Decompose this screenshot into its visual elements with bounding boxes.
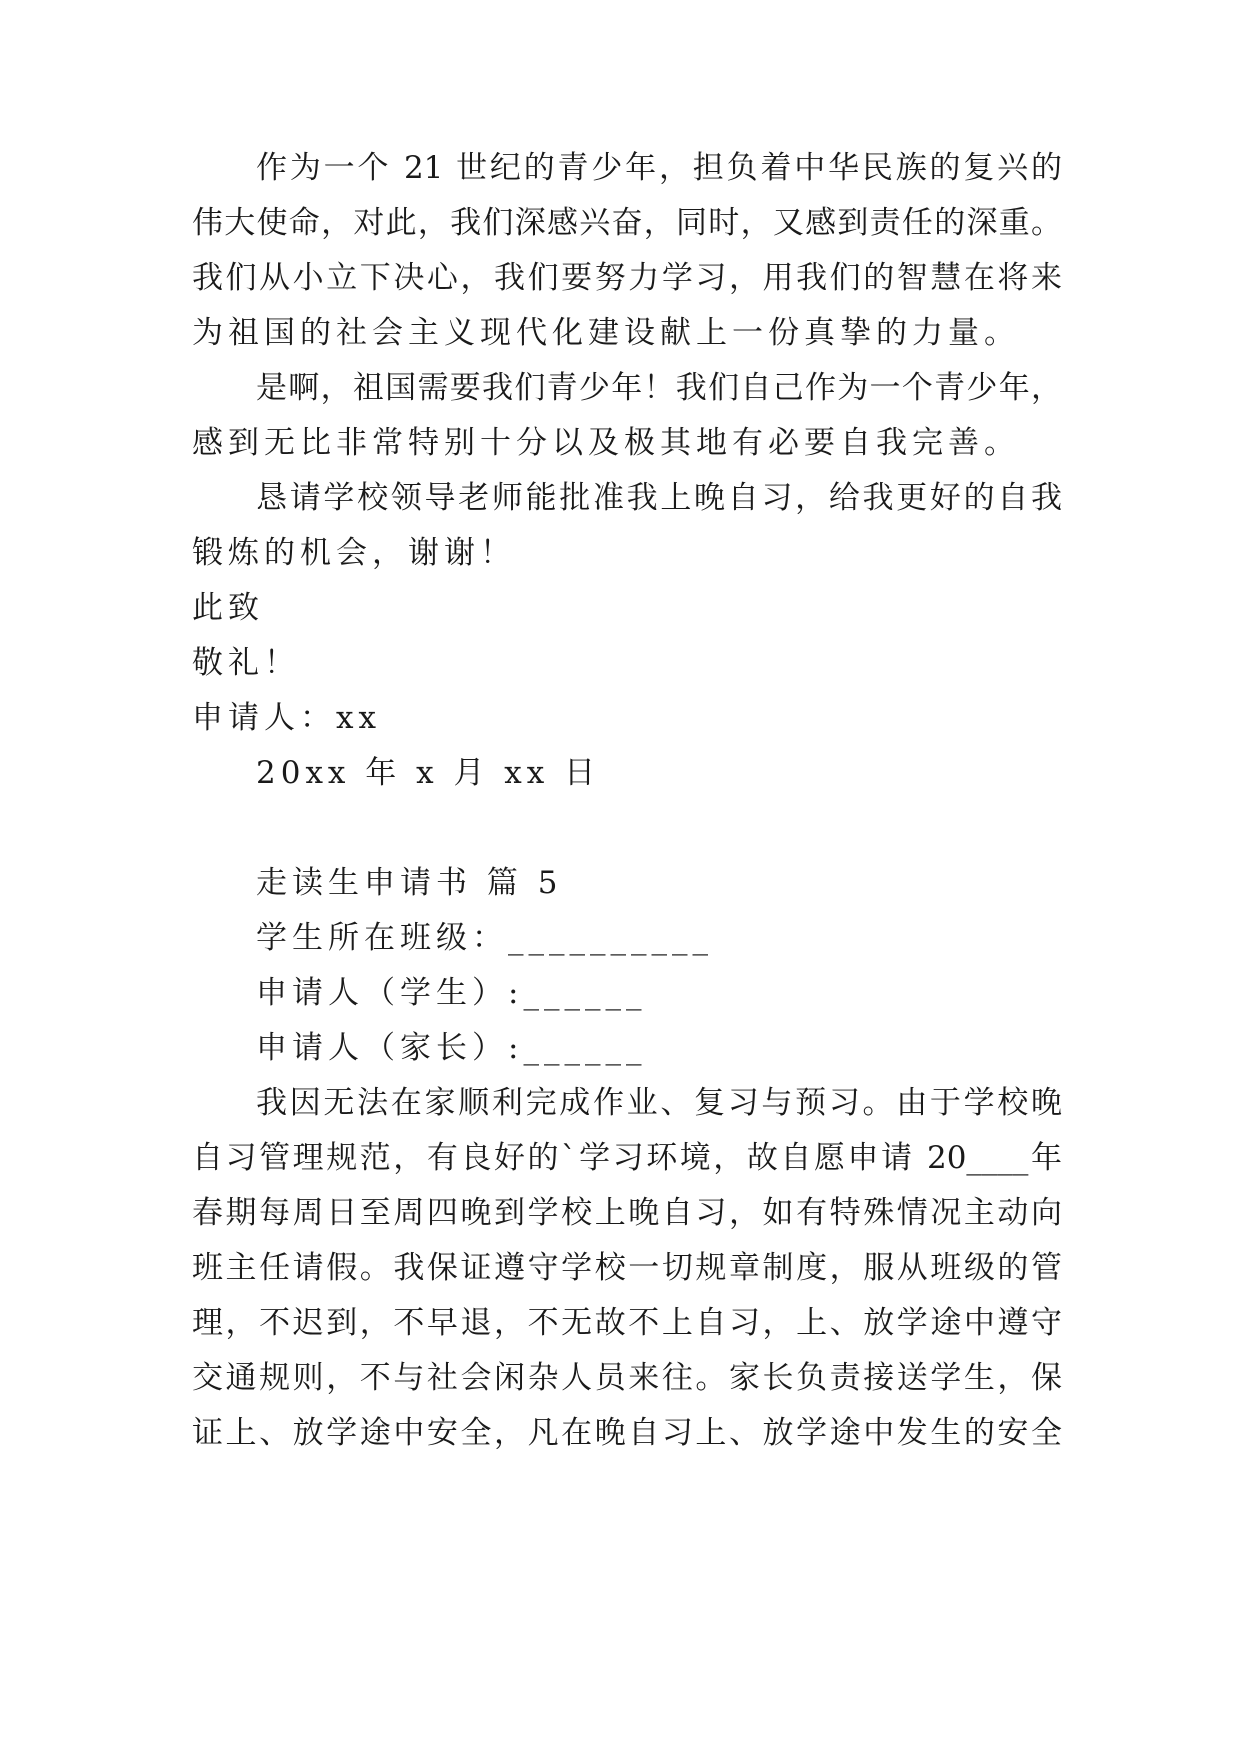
paragraph-line: 我因无法在家顺利完成作业、复习与预习。由于学校晚 [256, 1085, 1062, 1121]
paragraph-line: 伟大使命，对此，我们深感兴奋，同时，又感到责任的深重。 [192, 205, 1062, 241]
paragraph-line: 交通规则，不与社会闲杂人员来往。家长负责接送学生，保 [192, 1360, 1062, 1396]
paragraph-line: 感到无比非常特别十分以及极其地有必要自我完善。 [192, 425, 1020, 461]
closing-regards: 敬礼！ [192, 645, 300, 681]
paragraph-line: 作为一个 21 世纪的青少年，担负着中华民族的复兴的 [256, 150, 1062, 186]
paragraph-line: 证上、放学途中安全，凡在晚自习上、放学途中发生的安全 [192, 1415, 1062, 1451]
student-applicant-field: 申请人（学生）:______ [256, 975, 647, 1011]
section-title: 走读生申请书 篇 5 [256, 865, 563, 901]
paragraph-line: 为祖国的社会主义现代化建设献上一份真挚的力量。 [192, 315, 1020, 351]
paragraph-line: 恳请学校领导老师能批准我上晚自习，给我更好的自我 [256, 480, 1062, 516]
paragraph-line: 自习管理规范，有良好的`学习环境，故自愿申请 20____年 [192, 1140, 1062, 1176]
paragraph-line: 理，不迟到，不早退，不无故不上自习，上、放学途中遵守 [192, 1305, 1062, 1341]
class-field: 学生所在班级：__________ [256, 920, 713, 956]
signature-date: 20xx 年 x 月 xx 日 [256, 755, 601, 791]
applicant-signature: 申请人：xx [192, 700, 381, 736]
paragraph-line: 春期每周日至周四晚到学校上晚自习，如有特殊情况主动向 [192, 1195, 1062, 1231]
paragraph-line: 我们从小立下决心，我们要努力学习，用我们的智慧在将来 [192, 260, 1062, 296]
paragraph-line: 班主任请假。我保证遵守学校一切规章制度，服从班级的管 [192, 1250, 1062, 1286]
parent-applicant-field: 申请人（家长）:______ [256, 1030, 647, 1066]
paragraph-line: 锻炼的机会，谢谢！ [192, 535, 516, 571]
paragraph-line: 是啊，祖国需要我们青少年！我们自己作为一个青少年， [256, 370, 1062, 406]
closing-salutation: 此致 [192, 590, 264, 626]
